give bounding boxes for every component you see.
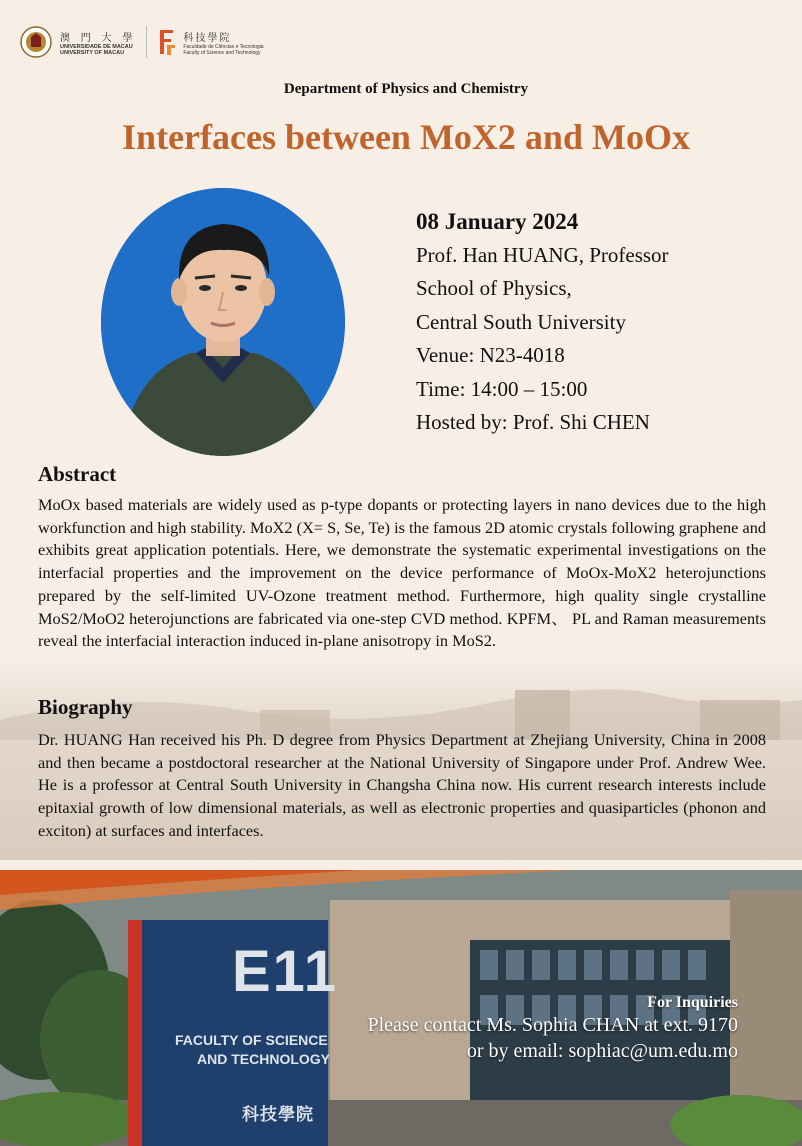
fst-name-en: Faculty of Science and Technology <box>183 49 261 56</box>
abstract-heading: Abstract <box>38 462 117 486</box>
um-name-en: UNIVERSITY OF MACAU <box>60 49 125 56</box>
um-crest-icon <box>20 25 52 59</box>
speaker-name: Prof. Han HUANG, Professor <box>416 242 669 267</box>
um-name-zh: 澳 門 大 學 <box>60 32 137 44</box>
speaker-affiliation-2: Central South University <box>416 309 626 334</box>
header-logos <box>20 22 264 62</box>
building-code: E11 <box>232 939 338 1004</box>
inquiries-email: or by email: sophiac@um.edu.mo <box>466 1040 738 1062</box>
speaker-photo <box>101 188 345 456</box>
um-name <box>60 29 136 56</box>
biography-text: Dr. HUANG Han received his Ph. D degree from Physics Department at Zhejiang University, China in 2008 and then became a postdoctoral researcher at the National University of Singapore under Prof. Andrew Wee. He is a professor at Central South University in Changsha China now. His current research interests include epitaxial growth of low dimensional materials, as well as electronic properties and quasiparticles (phonon and exciton) at surfaces and interfaces. <box>38 730 766 840</box>
abstract-text: MoOx based materials are widely used as p-type dopants or protecting layers in nano devices due to the high workfunction and high stability. MoX2 (X= S, Se, Te) is the famous 2D atomic crystals following graphene and exhibits great application potentials. Here, we demonstrate the systematic experimental investigations on the interfacial properties and the improvement on the device performance of MoOx-MoX2 heterojunctions prepared by the self-limited UV-Ozone treatment method. Furthermore, high quality single crystalline MoS2/MoO2 heterojunctions are fabricated via one-step CVD method. KPFM、 PL and Raman measurements reveal the interfacial interaction induced in-plane anisotropy in MoS2. <box>38 495 766 651</box>
building-faculty-en-1: FACULTY OF SCIENCE <box>175 1032 328 1048</box>
event-time: Time: 14:00 – 15:00 <box>416 376 588 401</box>
inquiries-heading: For Inquiries <box>647 994 738 1011</box>
biography-heading: Biography <box>38 695 133 719</box>
fst-logo-icon <box>157 27 177 57</box>
building-faculty-en-2: AND TECHNOLOGY <box>197 1051 330 1067</box>
inquiries-block <box>368 994 739 1064</box>
event-date: 08 January 2024 <box>416 209 579 234</box>
fst-name <box>183 29 263 56</box>
event-info <box>416 205 669 440</box>
fst-name-zh: 科技學院 <box>183 32 232 44</box>
fst-name-pt: Faculdade de Ciências e Tecnologia <box>183 43 264 50</box>
um-name-pt: UNIVERSIDADE DE MACAU <box>60 43 133 50</box>
event-venue: Venue: N23-4018 <box>416 343 565 367</box>
logo-divider <box>146 26 147 58</box>
speaker-affiliation-1: School of Physics, <box>416 276 572 300</box>
event-host: Hosted by: Prof. Shi CHEN <box>416 410 650 434</box>
inquiries-contact: Please contact Ms. Sophia CHAN at ext. 9170 <box>367 1014 738 1036</box>
speaker-portrait-icon <box>101 188 345 456</box>
building-faculty-zh: 科技學院 <box>242 1105 314 1124</box>
talk-title: Interfaces between MoX2 and MoOx <box>122 117 690 157</box>
department-name: Department of Physics and Chemistry <box>283 81 529 97</box>
